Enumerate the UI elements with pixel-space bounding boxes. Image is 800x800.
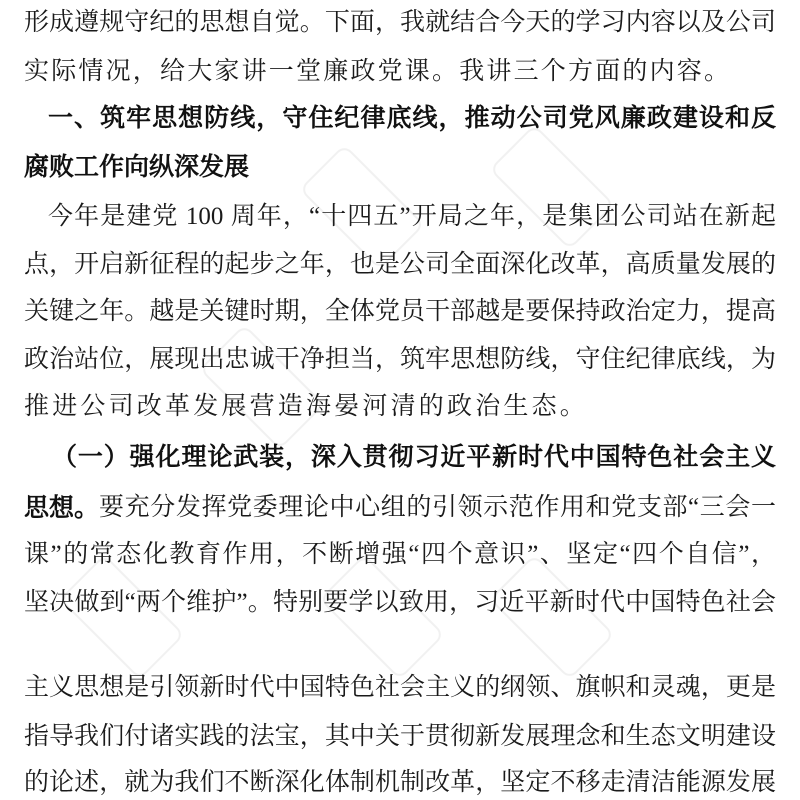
subsection-heading-end: 思想。 xyxy=(24,494,100,522)
paragraph-line: 形成遵规守纪的思想自觉。下面，我就结合今天的学习内容以及公司 xyxy=(24,9,776,36)
subsection-heading: （一）强化理论武装，深入贯彻习近平新时代中国特色社会主义 xyxy=(52,443,776,471)
paragraph-line: 政治站位，展现出忠诚干净担当，筑牢思想防线，守住纪律底线，为 xyxy=(24,346,776,373)
paragraph-line: 课”的常态化教育作用，不断增强“四个意识”、坚定“四个自信”， xyxy=(24,541,776,568)
paragraph-line: 推进公司改革发展营造海晏河清的政治生态。 xyxy=(24,393,589,420)
paragraph-line xyxy=(24,493,776,523)
paragraph-line: 点，开启新征程的起步之年，也是公司全面深化改革，高质量发展的 xyxy=(24,251,776,278)
paragraph-line: 关键之年。越是关键时期，全体党员干部越是要保持政治定力，提高 xyxy=(24,298,776,325)
section-heading: 腐败工作向纵深发展 xyxy=(24,153,250,181)
paragraph-line: 坚决做到“两个维护”。特别要学以致用，习近平新时代中国特色社会 xyxy=(24,589,776,616)
paragraph-line: 实际情况，给大家讲一堂廉政党课。我讲三个方面的内容。 xyxy=(24,58,732,85)
paragraph-line: 今年是建党 100 周年，“十四五”开局之年，是集团公司站在新起 xyxy=(48,203,776,230)
watermark-mark xyxy=(199,324,325,450)
paragraph-text: 要充分发挥党委理论中心组的引领示范作用和党支部“三会一 xyxy=(99,494,776,521)
section-heading: 一、筑牢思想防线，守住纪律底线，推动公司党风廉政建设和反 xyxy=(48,104,776,132)
paragraph-line: 指导我们付诸实践的法宝，其中关于贯彻新发展理念和生态文明建设 xyxy=(24,723,776,750)
paragraph-line: 主义思想是引领新时代中国特色社会主义的纲领、旗帜和灵魂，更是 xyxy=(24,674,776,701)
paragraph-line: 的论述，就为我们不断深化体制机制改革，坚定不移走清洁能源发展 xyxy=(24,769,776,796)
